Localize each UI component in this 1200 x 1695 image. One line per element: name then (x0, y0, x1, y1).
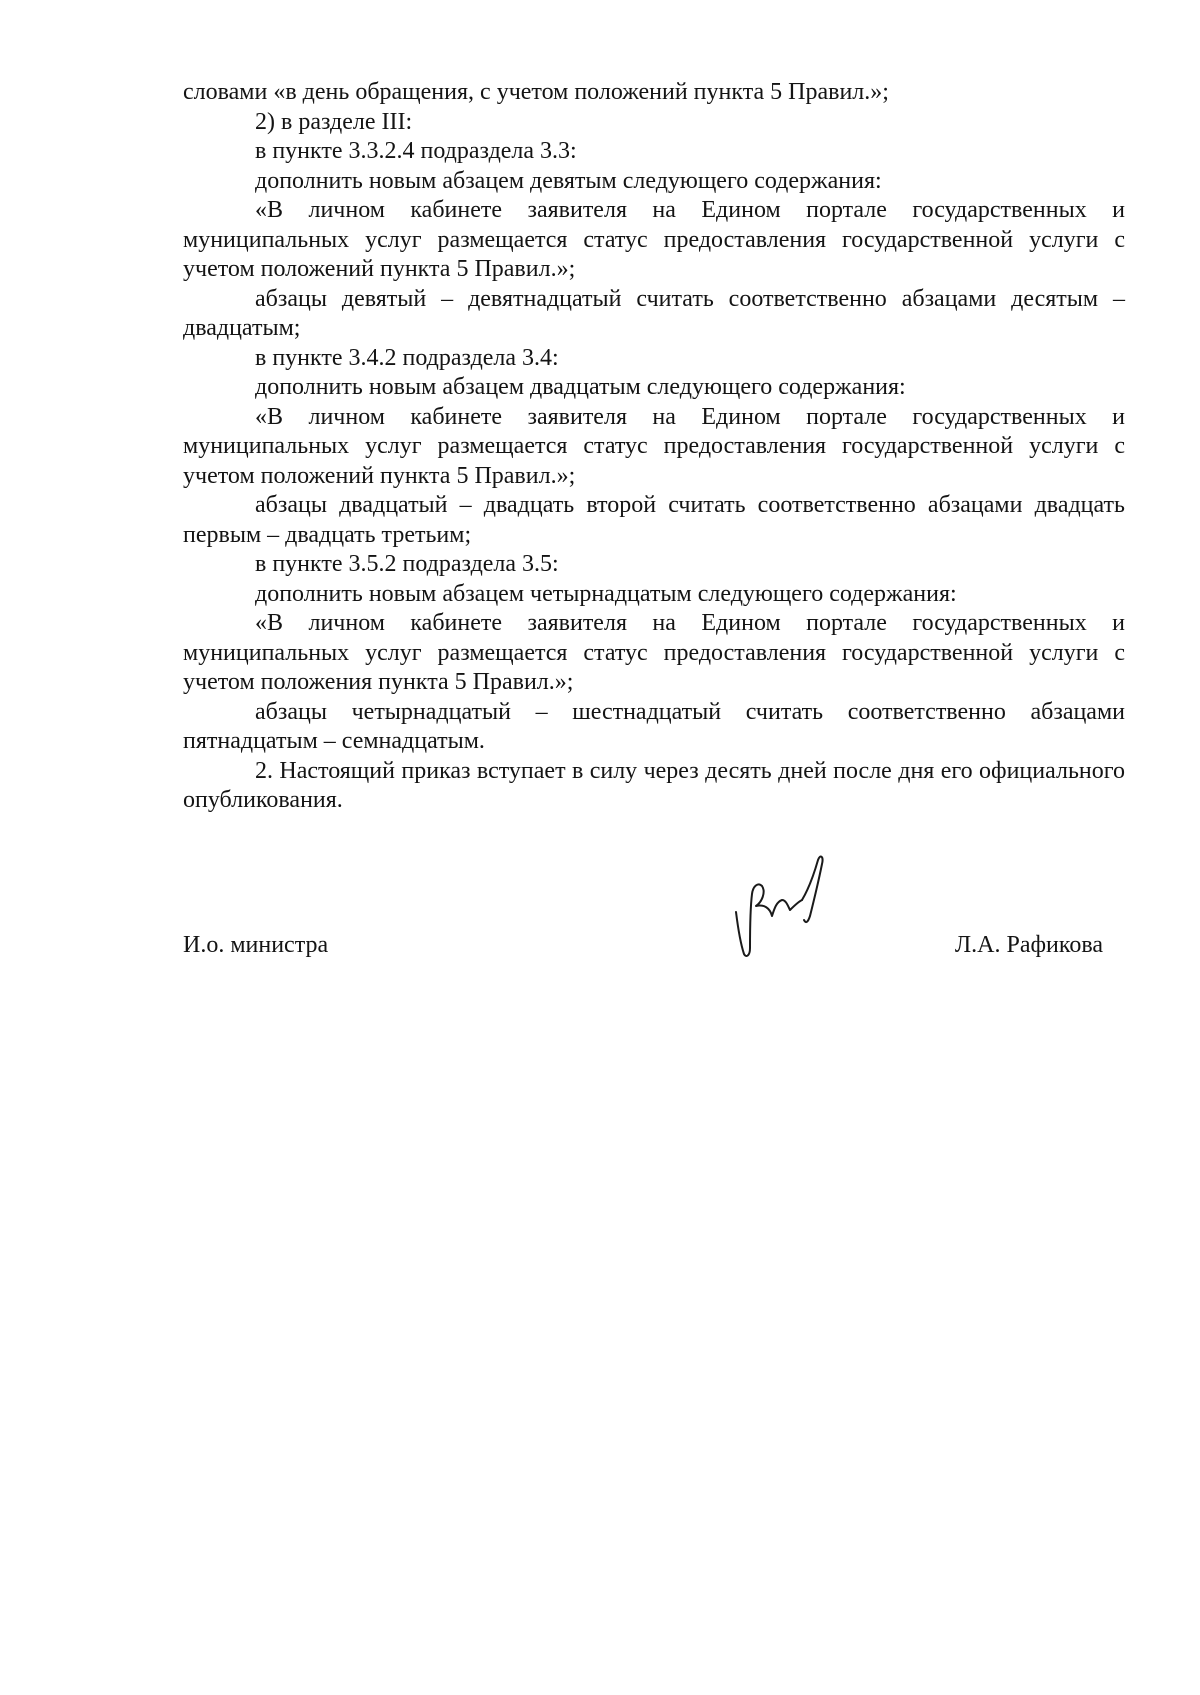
paragraph-renumber-1: абзацы девятый – девятнадцатый считать соответственно абзацами десятым – двадцатым; (183, 285, 1125, 341)
paragraph-item-3-5-2: в пункте 3.5.2 подраздела 3.5: (255, 551, 559, 577)
paragraph-quote-1: «В личном кабинете заявителя на Едином портале государственных и муниципальных услуг размещается статус предоставления государственной услуги с учетом положений пункта 5 Правил.»; (183, 197, 1125, 282)
paragraph-renumber-2: абзацы двадцатый – двадцать второй считать соответственно абзацами двадцать первым – двадцать третьим; (183, 492, 1125, 548)
paragraph-item-3-4-2: в пункте 3.4.2 подраздела 3.4: (255, 344, 559, 371)
paragraph-section-heading: 2) в разделе III: (255, 108, 413, 135)
paragraph-continuation: словами «в день обращения, с учетом положений пункта 5 Правил.»; (183, 79, 889, 105)
paragraph-quote-3: «В личном кабинете заявителя на Едином портале государственных и муниципальных услуг размещается статус предоставления государственной услуги с учетом положения пункта 5 Правил.»; (183, 610, 1125, 695)
signatory-name: Л.А. Рафикова (954, 932, 1103, 958)
paragraph-quote-2: «В личном кабинете заявителя на Едином портале государственных и муниципальных услуг размещается статус предоставления государственной услуги с учетом положений пункта 5 Правил.»; (183, 403, 1125, 489)
signature-block (183, 930, 1103, 962)
paragraph-add-twentieth: дополнить новым абзацем двадцатым следующего содержания: (255, 374, 906, 400)
document-body (183, 78, 1125, 816)
paragraph-item-3-3-2-4: в пункте 3.3.2.4 подраздела 3.3: (255, 138, 577, 164)
signatory-position: И.о. министра (183, 932, 329, 958)
paragraph-effective-date: 2. Настоящий приказ вступает в силу через десять дней после дня его официального опубликования. (183, 757, 1125, 813)
paragraph-add-ninth: дополнить новым абзацем девятым следующего содержания: (255, 167, 882, 194)
paragraph-add-fourteenth: дополнить новым абзацем четырнадцатым следующего содержания: (255, 580, 957, 607)
paragraph-renumber-3: абзацы четырнадцатый – шестнадцатый считать соответственно абзацами пятнадцатым – семнадцатым. (183, 698, 1125, 754)
